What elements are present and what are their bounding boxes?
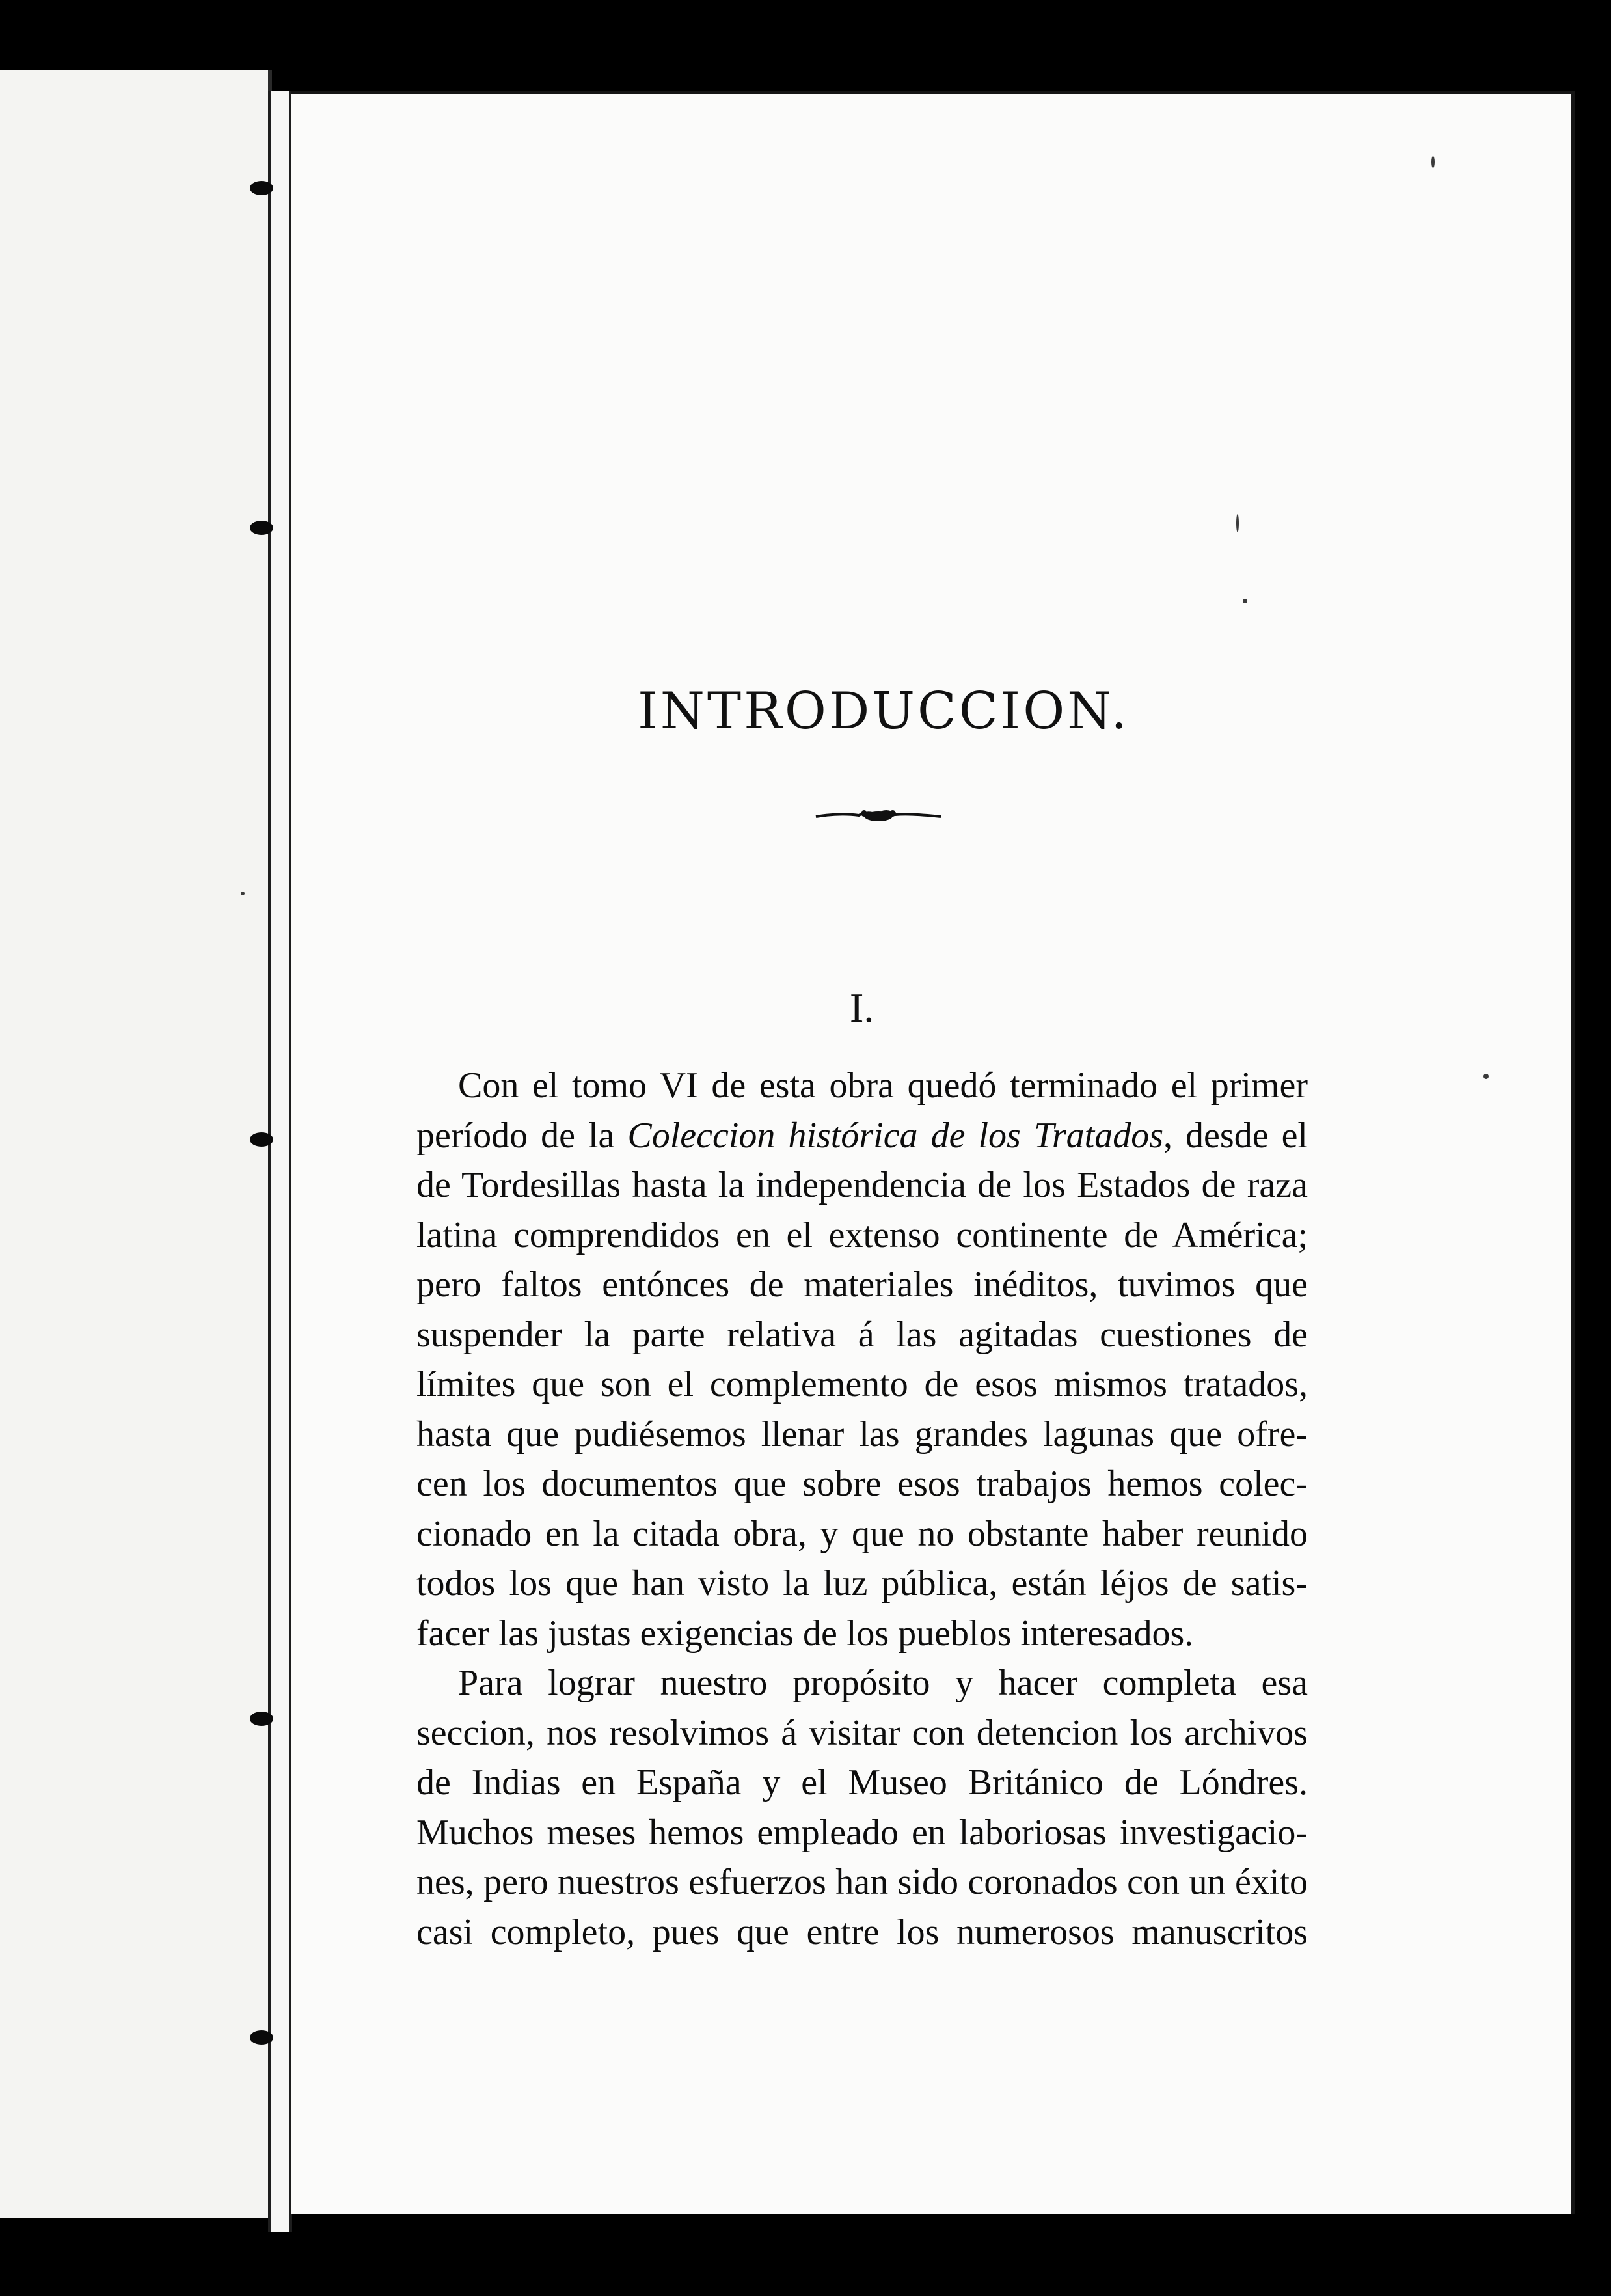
italic-title: Coleccion histórica de los Tratados [627, 1115, 1164, 1156]
text-line [416, 1260, 1308, 1310]
text-run: todos los que han visto la luz pública, están léjos de satis- [416, 1563, 1308, 1604]
scan-speck [1236, 514, 1239, 532]
left-page-edge [0, 70, 272, 2218]
text-line [416, 1658, 1308, 1708]
text-run: Muchos meses hemos empleado en laboriosas investigacio- [416, 1812, 1308, 1853]
text-line [416, 1410, 1308, 1460]
text-line [416, 1907, 1308, 1958]
text-line [416, 1609, 1308, 1659]
text-run: facer las justas exigencias de los pueblos interesados. [416, 1613, 1194, 1654]
page-heading: INTRODUCCION. [638, 682, 1130, 741]
text-run: latina comprendidos en el extenso continente de América; [416, 1214, 1308, 1255]
ornament-divider [813, 806, 943, 825]
binding-stitch [250, 1132, 273, 1147]
text-run: suspender la parte relativa á las agitadas cuestiones de [416, 1314, 1308, 1355]
binding-stitch [250, 521, 273, 535]
text-run: Para lograr nuestro propósito y hacer completa esa [458, 1663, 1308, 1703]
text-line [416, 1360, 1308, 1410]
text-run: , desde el [1163, 1115, 1308, 1156]
text-run: límites que son el complemento de esos mismos tratados, [416, 1364, 1308, 1404]
text-run: nes, pero nuestros esfuerzos han sido coronados con un éxito [416, 1862, 1308, 1902]
text-line [416, 1857, 1308, 1907]
binding-stitch [250, 1712, 273, 1726]
scan-speck [1483, 1074, 1489, 1079]
body-text [416, 1061, 1308, 1957]
binding-stitch [250, 181, 273, 195]
text-run: cionado en la citada obra, y que no obstante haber reunido [416, 1513, 1308, 1554]
scan-speck [1431, 156, 1435, 168]
text-line [416, 1708, 1308, 1758]
text-run: de Tordesillas hasta la independencia de los Estados de raza [416, 1165, 1308, 1205]
text-line [416, 1160, 1308, 1210]
binding-stitch [250, 2030, 273, 2045]
section-number: I. [850, 985, 874, 1031]
text-run: seccion, nos resolvimos á visitar con detencion los archivos [416, 1712, 1308, 1753]
text-run: de Indias en España y el Museo Británico de Lóndres. [416, 1762, 1308, 1803]
text-line [416, 1509, 1308, 1559]
text-line [416, 1459, 1308, 1509]
scan-speck [241, 892, 245, 895]
text-line [416, 1210, 1308, 1261]
text-line [416, 1310, 1308, 1360]
text-line [416, 1061, 1308, 1111]
text-run: pero faltos entónces de materiales inéditos, tuvimos que [416, 1264, 1308, 1305]
text-line [416, 1559, 1308, 1609]
text-run: cen los documentos que sobre esos trabajos hemos colec- [416, 1464, 1308, 1504]
text-line [416, 1758, 1308, 1808]
text-line [416, 1111, 1308, 1161]
text-run: hasta que pudiésemos llenar las grandes lagunas que ofre- [416, 1414, 1308, 1455]
text-run: período de la [416, 1115, 628, 1156]
text-line [416, 1808, 1308, 1858]
text-run: casi completo, pues que entre los numerosos manuscritos [416, 1911, 1308, 1952]
scan-speck [1243, 599, 1247, 603]
text-run: Con el tomo VI de esta obra quedó terminado el primer [458, 1065, 1308, 1106]
book-binding [268, 91, 292, 2232]
